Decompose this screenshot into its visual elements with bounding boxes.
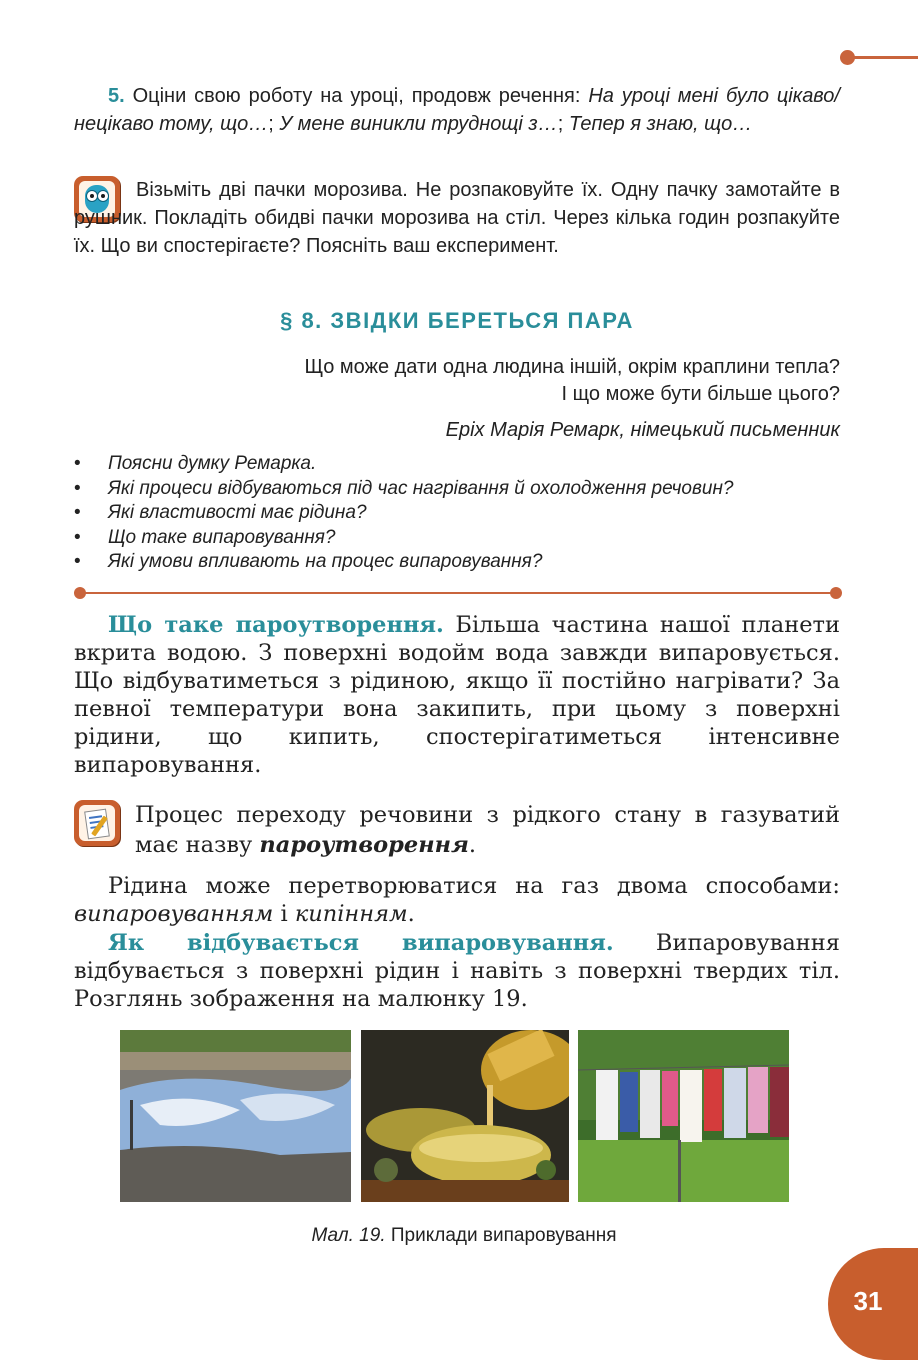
task-sentence-1: На уроці мені було цікаво/нецікаво тому, що… <box>74 85 840 135</box>
top-decorative-line <box>848 56 918 59</box>
epigraph-author: Еріх Марія Ремарк, німецький письменник <box>445 419 840 441</box>
experiment-task <box>74 176 840 260</box>
task-text: Оціни свою роботу на уроці, продовж речення: <box>132 85 589 107</box>
bullet: • <box>74 453 81 474</box>
paragraph-methods <box>74 872 840 928</box>
list-item <box>74 550 854 575</box>
task-sentence-2: У мене виникли труднощі з… <box>279 113 558 135</box>
paragraph-evaporation <box>74 929 840 1013</box>
paragraph-text: Рідина може перетворюватися на газ двома способами: <box>108 873 840 899</box>
section-divider <box>80 592 836 594</box>
task-separator: ; <box>557 113 569 135</box>
question-list <box>74 452 854 575</box>
question-text: Поясни думку Ремарка. <box>108 453 317 474</box>
list-item <box>74 526 854 551</box>
divider-dot-left <box>74 587 86 599</box>
bullet: • <box>74 526 81 548</box>
paragraph-text: Випаровування відбувається з поверхні рідин і навіть з поверхні твердих тіл. Розглянь зображення на малюнку 19. <box>74 930 840 1012</box>
task-separator: ; <box>268 113 280 135</box>
term-evaporation: випаровуванням <box>74 901 274 927</box>
bullet: • <box>74 477 81 499</box>
paragraph-text: Більша частина нашої планети вкрита водою. З поверхні водойм вода завжди випаровується. Що відбуватиметься з рідиною, якщо її постійно нагрівати? За певної температури вона закипить, при цьому з поверхні рідини, що кипить, спостерігатиметься інтенсивне випаровування. <box>74 612 840 778</box>
page-number: 31 <box>853 1286 883 1316</box>
task-sentence-3: Тепер я знаю, що… <box>568 113 753 135</box>
list-item <box>74 477 854 502</box>
paragraph-end: . <box>407 901 415 927</box>
paragraph-vaporization <box>74 611 840 779</box>
definition-end: . <box>468 832 477 858</box>
definition-box <box>135 800 840 860</box>
caption-text: Приклади випаровування <box>385 1225 617 1246</box>
epigraph <box>74 354 840 444</box>
question-text: Які властивості має рідина? <box>108 502 367 523</box>
task-number: 5. <box>108 85 125 107</box>
epigraph-line-2: І що може бути більше цього? <box>561 383 840 405</box>
question-text: Що таке випаровування? <box>108 526 336 548</box>
list-item <box>74 501 854 526</box>
bullet: • <box>74 502 81 523</box>
list-item <box>74 452 854 477</box>
epigraph-line-1: Що може дати одна людина іншій, окрім краплини тепла? <box>304 356 840 378</box>
section-title: § 8. ЗВІДКИ БЕРЕТЬСЯ ПАРА <box>280 308 634 333</box>
question-text: Які умови впливають на процес випаровування? <box>108 551 543 572</box>
definition-text: Процес переходу речовини з рідкого стану в газуватий має назву <box>135 802 840 858</box>
task-5 <box>74 82 840 138</box>
top-decorative-dot <box>840 50 855 65</box>
figure-caption <box>74 1225 854 1247</box>
question-text: Які процеси відбуваються під час нагрівання й охолодження речовин? <box>108 477 734 499</box>
caption-label: Мал. 19. <box>311 1225 386 1246</box>
conjunction: і <box>273 901 295 927</box>
experiment-text: Візьміть дві пачки морозива. Не розпаковуйте їх. Одну пачку замотайте в рушник. Покладіть обидві пачки морозива на стіл. Через кілька годин розпакуйте їх. Що ви спостерігаєте? Поясніть ваш експеримент. <box>74 179 840 257</box>
tea-photo <box>361 1030 569 1202</box>
bullet: • <box>74 551 81 572</box>
divider-dot-right <box>830 587 842 599</box>
definition-term: пароутворення <box>259 832 469 858</box>
paragraph-heading: Як відбувається випаровування. <box>108 930 614 956</box>
laundry-photo <box>578 1030 789 1202</box>
paragraph-heading: Що таке пароутворення. <box>108 612 444 638</box>
puddle-photo <box>120 1030 351 1202</box>
memo-icon <box>74 800 120 846</box>
term-boiling: кипінням <box>294 901 408 927</box>
